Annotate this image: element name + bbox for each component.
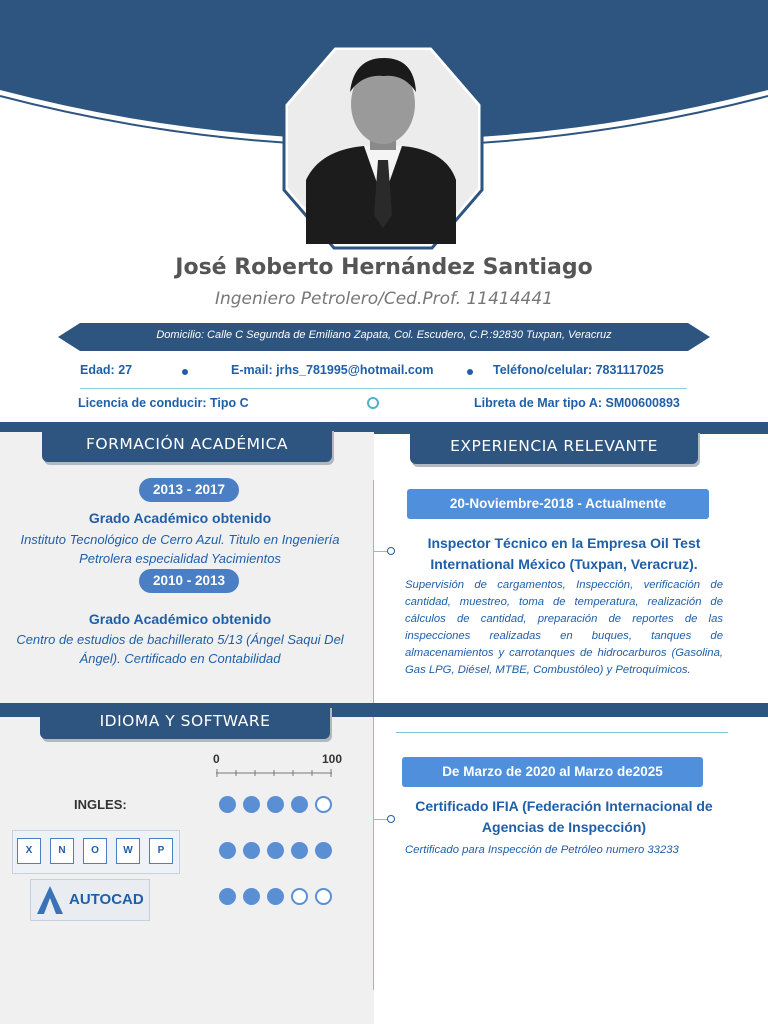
autocad-label: AUTOCAD [69, 891, 144, 908]
level-dot-filled [267, 888, 284, 905]
outlook-icon: O [83, 838, 107, 864]
phone-text: Teléfono/celular: 7831117025 [493, 363, 664, 377]
autocad-a-icon [37, 886, 63, 914]
experience-heading: EXPERIENCIA RELEVANTE [410, 430, 698, 464]
education-degree: Grado Académico obtenido [88, 611, 272, 627]
office-icons-group [12, 830, 180, 874]
bullet-dot [467, 369, 473, 375]
scale-min-label: 0 [213, 752, 220, 766]
onenote-icon: N [50, 838, 74, 864]
header-graphic [0, 0, 768, 250]
sea-book-text: Libreta de Mar tipo A: SM00600893 [474, 396, 680, 410]
experience-period-badge: 20-Noviembre-2018 - Actualmente [407, 489, 709, 519]
english-label: INGLES: [74, 797, 127, 812]
education-degree: Grado Académico obtenido [88, 510, 272, 526]
education-years-badge: 2010 - 2013 [139, 569, 239, 593]
level-dot-empty [315, 888, 332, 905]
level-dot-filled [243, 842, 260, 859]
ring-bullet-icon [367, 397, 379, 409]
scale-max-label: 100 [322, 752, 343, 766]
email-text: E-mail: jrhs_781995@hotmail.com [231, 363, 434, 377]
experience-description: Supervisión de cargamentos, Inspección, verificación de cantidad, muestreo, toma de temperatura, realización de cálculos de cantidad, preparación de reportes de las inspecciones realizadas en buques, tanques de almacenamientos y carrotanques de hidrocarburos (Gasolina, Gas LPG, Diésel, MTBE, Combustóleo) y Petroquímicos. [405, 579, 723, 676]
person-title: Ingeniero Petrolero/Ced.Prof. 11414441 [214, 289, 554, 309]
experience-divider [396, 732, 728, 733]
education-description: Centro de estudios de bachillerato 5/13 (Ángel Saqui Del Ángel). Certificado en Contabilidad [16, 632, 344, 666]
experience-title: Inspector Técnico en la Empresa Oil Test International México (Tuxpan, Veracruz). [427, 535, 701, 572]
level-dot-filled [291, 842, 308, 859]
powerpoint-icon: P [149, 838, 173, 864]
level-dot-filled [243, 796, 260, 813]
level-dot-filled [267, 842, 284, 859]
info-divider [80, 388, 687, 389]
experience-period-badge: De Marzo de 2020 al Marzo de2025 [402, 757, 703, 787]
experience-title: Certificado IFIA (Federación Internacional de Agencias de Inspección) [415, 798, 713, 835]
timeline-node [387, 815, 395, 823]
level-dot-filled [219, 888, 236, 905]
address-text: Domicilio: Calle C Segunda de Emiliano Zapata, Col. Escudero, C.P.:92830 Tuxpan, Veracruz [156, 329, 612, 341]
education-years-badge: 2013 - 2017 [139, 478, 239, 502]
timeline-node [387, 547, 395, 555]
skills-heading: IDIOMA Y SOFTWARE [40, 705, 330, 739]
excel-icon: X [17, 838, 41, 864]
experience-description: Certificado para Inspección de Petróleo numero 33233 [405, 844, 679, 856]
education-description: Instituto Tecnológico de Cerro Azul. Titulo en Ingeniería Petrolera especialidad Yacimientos [20, 532, 340, 566]
autocad-logo [30, 879, 150, 921]
level-dot-filled [315, 842, 332, 859]
level-dot-filled [219, 842, 236, 859]
scale-ruler [216, 767, 336, 779]
level-dot-filled [267, 796, 284, 813]
level-dot-empty [315, 796, 332, 813]
bullet-dot [182, 369, 188, 375]
education-heading: FORMACIÓN ACADÉMICA [42, 428, 332, 462]
license-text: Licencia de conducir: Tipo C [78, 396, 249, 410]
person-name: José Roberto Hernández Santiago [175, 255, 593, 280]
age-text: Edad: 27 [80, 363, 133, 377]
level-dot-filled [243, 888, 260, 905]
level-dot-filled [291, 796, 308, 813]
level-dot-filled [219, 796, 236, 813]
level-dot-empty [291, 888, 308, 905]
timeline-line [373, 480, 374, 990]
word-icon: W [116, 838, 140, 864]
